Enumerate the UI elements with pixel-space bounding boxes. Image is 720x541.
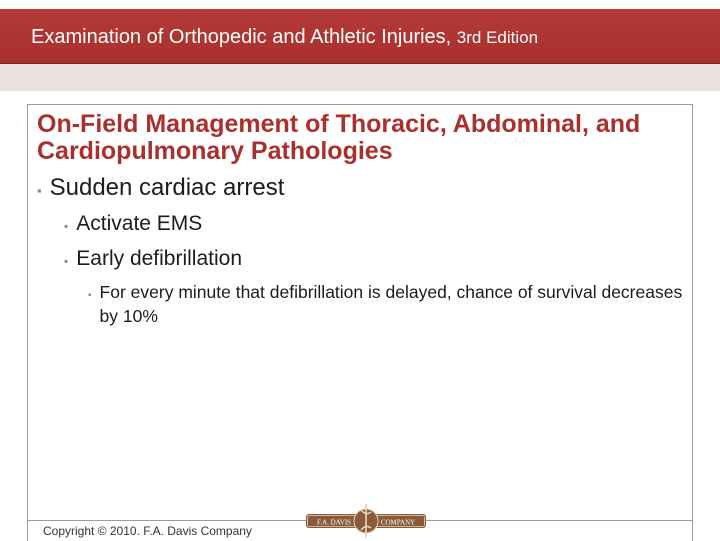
bullet-level-2 [64, 210, 202, 240]
header-title-edition: 3rd Edition [456, 28, 539, 47]
slide-title: On-Field Management of Thoracic, Abdominal, and Cardiopulmonary Pathologies [37, 110, 641, 165]
fa-davis-logo [306, 500, 426, 540]
bullet-text: For every minute that defibrillation is delayed, chance of survival decreases by 10% [99, 282, 683, 326]
decorative-strip [0, 64, 720, 91]
bullet-marker-icon: ▪ [88, 290, 92, 301]
header [0, 0, 720, 62]
header-title [31, 25, 538, 50]
header-title-main: Examination of Orthopedic and Athletic Injuries, [31, 26, 452, 48]
logo-right-text: COMPANY [380, 518, 416, 527]
bullet-level-1 [37, 173, 284, 206]
bullet-text: Activate EMS [76, 212, 203, 235]
bullet-level-2 [64, 245, 242, 275]
copyright-text: Copyright © 2010. F.A. Davis Company [43, 524, 252, 538]
logo-left-text: F.A. DAVIS [316, 518, 352, 527]
bullet-text: Sudden cardiac arrest [49, 174, 285, 201]
bullet-marker-icon: ▪ [37, 183, 42, 198]
bullet-marker-icon: ▪ [64, 254, 69, 268]
bullet-text: Early defibrillation [76, 247, 243, 270]
bullet-marker-icon: ▪ [64, 219, 69, 233]
bullet-level-3 [88, 280, 688, 328]
